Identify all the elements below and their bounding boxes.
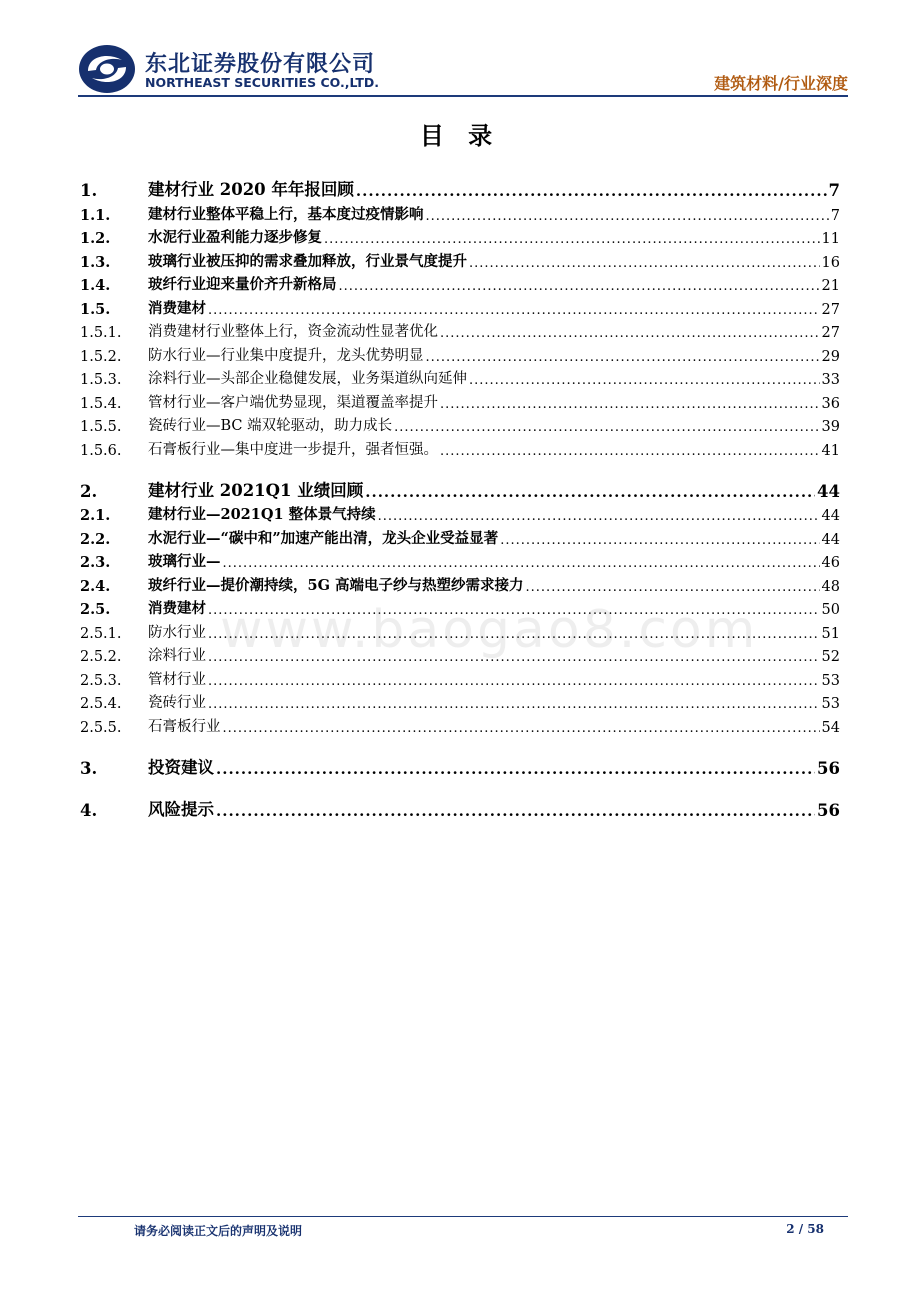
toc-entry-number: 1.2. <box>80 230 111 247</box>
toc-entry[interactable] <box>80 744 840 778</box>
toc-entry-title: 瓷砖行业 <box>148 695 206 711</box>
company-name-cn: 东北证券股份有限公司 <box>145 52 376 77</box>
toc-entry-number: 3. <box>80 758 98 778</box>
toc-entry-page: 39 <box>821 419 840 435</box>
toc-entry[interactable] <box>80 548 840 572</box>
toc-entry-page: 27 <box>821 301 840 318</box>
toc-entry-page: 56 <box>817 758 840 778</box>
toc-entry-title: 玻璃行业— <box>148 553 221 570</box>
toc-entry-leader <box>356 182 827 200</box>
toc-entry-page: 48 <box>821 578 840 595</box>
toc-entry[interactable] <box>80 247 840 271</box>
toc-entry-number: 1.5.6. <box>80 442 122 459</box>
toc-entry-title: 石膏板行业—集中度进一步提升，强者恒强。 <box>148 441 438 458</box>
toc-entry-page: 36 <box>821 395 840 412</box>
toc-entry-number: 1.3. <box>80 253 111 271</box>
toc-entry[interactable] <box>80 365 840 389</box>
toc-entry-leader <box>440 397 820 412</box>
toc-entry-page: 21 <box>821 278 840 294</box>
toc-entry-number: 1.5.3. <box>80 372 122 388</box>
toc-entry[interactable] <box>80 435 840 459</box>
toc-entry-leader <box>223 556 820 571</box>
toc-entry-number: 2.4. <box>80 577 111 595</box>
toc-entry[interactable] <box>80 224 840 248</box>
toc-entry-number: 2.5.2. <box>80 649 122 665</box>
toc-entry-number: 2.5.3. <box>80 672 122 689</box>
toc-entry-number: 2.1. <box>80 507 111 524</box>
toc-entry-title: 石膏板行业 <box>148 718 221 735</box>
header-divider <box>78 95 848 97</box>
toc-entry[interactable] <box>80 388 840 412</box>
toc-entry-title: 消费建材行业整体上行，资金流动性显著优化 <box>148 324 438 340</box>
toc-entry-title: 玻璃行业被压抑的需求叠加释放，行业景气度提升 <box>148 252 467 270</box>
toc-entry-number: 1.5.4. <box>80 395 122 412</box>
toc-entry-leader <box>426 350 820 365</box>
toc-entry-title: 防水行业 <box>148 624 206 641</box>
toc-entry-title: 建材行业 2020 年年报回顾 <box>148 180 354 199</box>
company-name-en: NORTHEAST SECURITIES CO.,LTD. <box>145 75 380 90</box>
page-header <box>78 40 848 96</box>
toc-entry[interactable] <box>80 571 840 595</box>
toc-entry-page: 7 <box>830 207 840 224</box>
toc-title: 目 录 <box>419 121 501 150</box>
toc-entry-page: 44 <box>817 481 840 501</box>
toc-entry-number: 2.3. <box>80 554 111 571</box>
toc-entry-leader <box>526 580 820 595</box>
toc-entry[interactable] <box>80 318 840 342</box>
toc-entry-leader <box>339 279 820 294</box>
toc-entry-title: 管材行业 <box>148 671 206 688</box>
toc-entry-title: 水泥行业—“碳中和”加速产能出清，龙头企业受益显著 <box>148 529 499 547</box>
watermark: www.baogao8.com <box>220 600 759 660</box>
toc-entry-title: 建材行业—2021Q1 整体景气持续 <box>148 506 376 523</box>
toc-entry[interactable] <box>80 501 840 525</box>
toc-entry-title: 瓷砖行业—BC 端双轮驱动，助力成长 <box>148 418 393 434</box>
toc-entry-number: 2. <box>80 481 98 501</box>
toc-entry-title: 投资建议 <box>148 757 214 777</box>
toc-entry[interactable] <box>80 665 840 689</box>
toc-entry-title: 水泥行业盈利能力逐步修复 <box>148 229 322 246</box>
toc-entry-title: 玻纤行业迎来量价齐升新格局 <box>148 276 337 293</box>
toc-entry-leader <box>394 420 819 435</box>
toc-entry[interactable] <box>80 467 840 501</box>
toc-entry-page: 50 <box>821 602 840 618</box>
toc-entry-title: 消费建材 <box>148 299 206 317</box>
toc-entry-leader <box>378 509 820 524</box>
toc-entry[interactable] <box>80 412 840 436</box>
toc-entry-page: 56 <box>817 800 840 820</box>
toc-entry-leader <box>216 760 815 778</box>
toc-entry-number: 2.5.5. <box>80 719 122 736</box>
toc-entry-leader <box>365 483 815 501</box>
toc-entry-leader <box>469 256 820 271</box>
toc-entry-page: 46 <box>821 555 840 571</box>
toc-entry-title: 建材行业 2021Q1 业绩回顾 <box>148 480 364 500</box>
toc-entry[interactable] <box>80 271 840 295</box>
toc-entry-title: 涂料行业 <box>148 648 206 664</box>
toc-entry[interactable] <box>80 712 840 736</box>
toc-entry-number: 1.5.2. <box>80 348 122 365</box>
toc-entry-leader <box>440 326 820 341</box>
toc-entry-leader <box>324 232 820 247</box>
toc-entry-title: 建材行业整体平稳上行，基本度过疫情影响 <box>148 205 424 223</box>
toc-entry-number: 2.5. <box>80 601 111 618</box>
toc-entry[interactable] <box>80 524 840 548</box>
footer-divider <box>78 1216 848 1217</box>
page-indicator: 2 / 58 <box>786 1222 824 1236</box>
toc-entry-page: 27 <box>821 325 840 341</box>
toc-entry-number: 1.5. <box>80 300 111 318</box>
toc-entry-leader <box>500 533 819 548</box>
toc-entry-leader <box>426 209 829 224</box>
toc-entry[interactable] <box>80 200 840 224</box>
toc-entry-leader <box>208 697 820 712</box>
report-category: 建筑材料/行业深度 <box>714 74 848 93</box>
toc-entry-page: 53 <box>821 672 840 689</box>
toc-entry-number: 1.5.5. <box>80 419 122 435</box>
toc-entry-leader <box>208 674 820 689</box>
toc-entry-title: 防水行业—行业集中度提升，龙头优势明显 <box>148 347 424 364</box>
toc-entry-page: 52 <box>821 649 840 665</box>
toc-entry-title: 涂料行业—头部企业稳健发展，业务渠道纵向延伸 <box>148 371 467 387</box>
toc-entry-page: 44 <box>821 508 840 524</box>
toc-entry-page: 33 <box>821 372 840 388</box>
toc-entry-number: 1. <box>80 181 98 200</box>
toc-entry-page: 53 <box>821 696 840 712</box>
toc-entry-page: 7 <box>828 181 840 200</box>
toc-entry-page: 11 <box>821 231 840 247</box>
toc-entry-number: 1.5.1. <box>80 325 122 341</box>
toc-entry[interactable] <box>80 341 840 365</box>
toc-entry-leader <box>208 303 820 318</box>
toc-entry-title: 管材行业—客户端优势显现，渠道覆盖率提升 <box>148 394 438 411</box>
toc-entry-number: 1.1. <box>80 206 111 224</box>
toc-entry-page: 16 <box>821 254 840 271</box>
toc-entry-number: 4. <box>80 800 98 820</box>
toc-entry-page: 44 <box>821 531 840 548</box>
toc-entry-number: 1.4. <box>80 277 111 294</box>
toc-entry-title: 风险提示 <box>148 799 214 819</box>
toc-entry-page: 51 <box>821 625 840 642</box>
toc-entry-title: 消费建材 <box>148 600 206 617</box>
toc-entry[interactable] <box>80 786 840 820</box>
toc-entry-page: 41 <box>821 442 840 459</box>
table-of-contents <box>80 166 840 820</box>
toc-entry[interactable] <box>80 689 840 713</box>
toc-entry[interactable] <box>80 294 840 318</box>
toc-entry-page: 29 <box>821 348 840 365</box>
toc-entry-number: 2.5.1. <box>80 625 122 642</box>
northeast-securities-logo-icon <box>78 44 136 94</box>
toc-entry-title: 玻纤行业—提价潮持续，5G 高端电子纱与热塑纱需求接力 <box>148 576 524 594</box>
toc-entry-page: 54 <box>821 719 840 736</box>
toc-entry-leader <box>216 802 815 820</box>
toc-entry-leader <box>469 373 820 388</box>
toc-entry-leader <box>223 721 820 736</box>
toc-entry-leader <box>440 444 820 459</box>
footer-disclaimer: 请务必阅读正文后的声明及说明 <box>134 1224 303 1238</box>
toc-entry-number: 2.2. <box>80 530 111 548</box>
toc-entry-number: 2.5.4. <box>80 696 122 712</box>
toc-entry[interactable] <box>80 166 840 200</box>
